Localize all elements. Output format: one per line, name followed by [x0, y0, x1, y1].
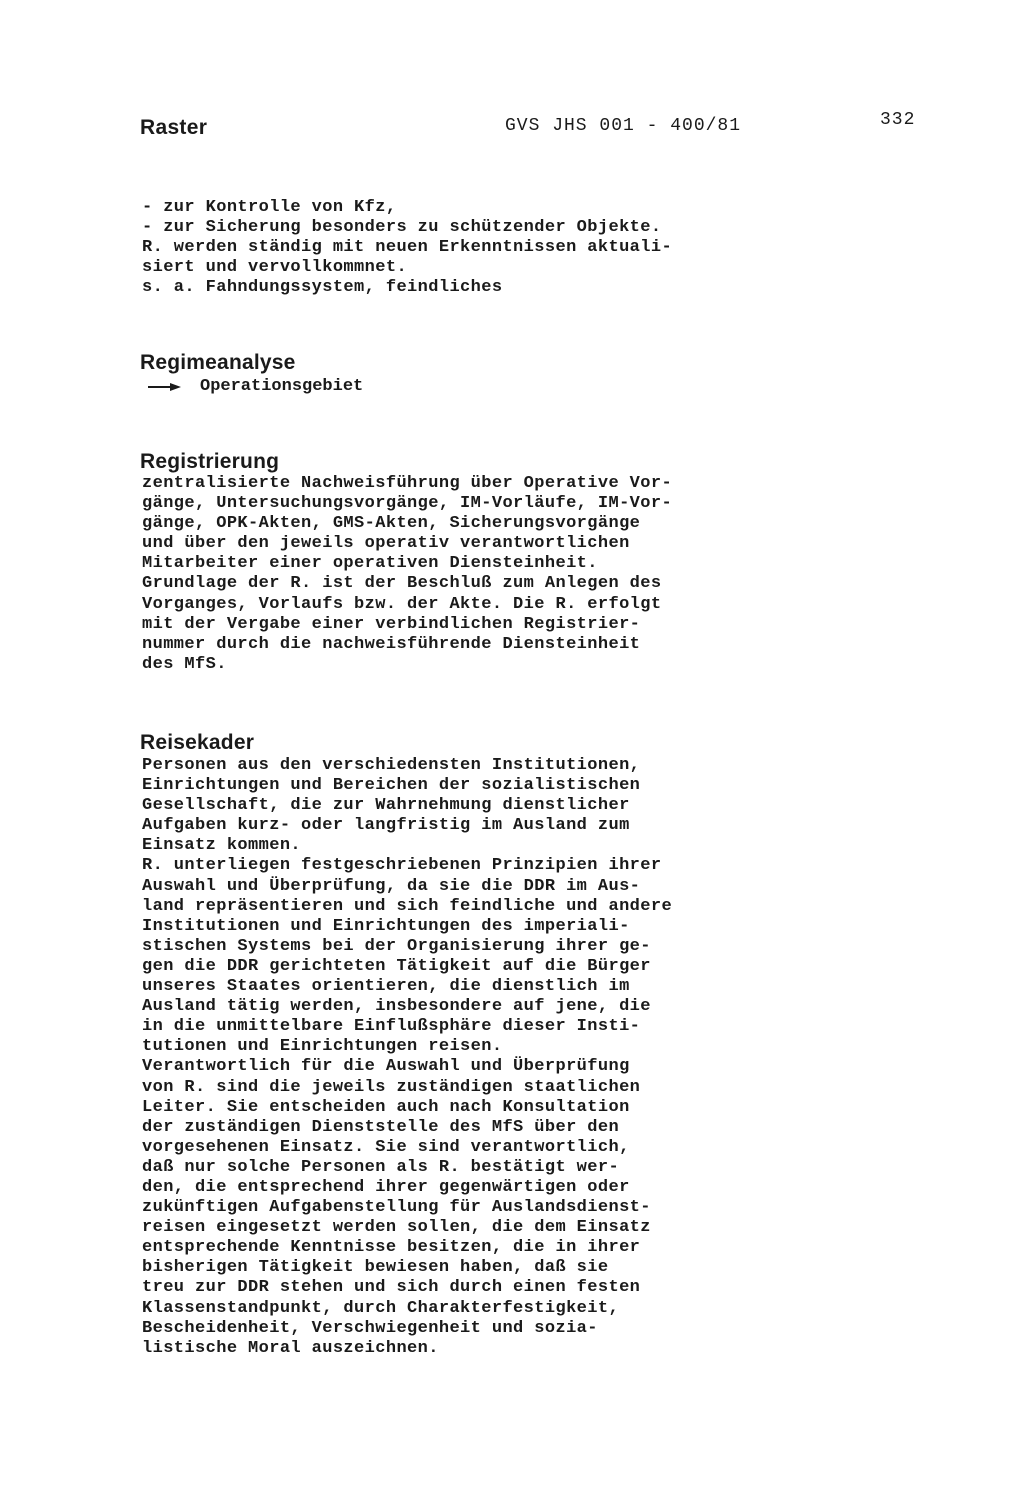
text-line: Institutionen und Einrichtungen des imperiali- [142, 916, 630, 936]
text-line: - zur Sicherung besonders zu schützender Objekte. [142, 218, 662, 238]
text-line: R. werden ständig mit neuen Erkenntnissen aktuali- [142, 238, 673, 258]
text-line: Einrichtungen und Bereichen der sozialistischen [142, 776, 641, 796]
page-number: 332 [880, 110, 916, 130]
text-line: listische Moral auszeichnen. [142, 1338, 439, 1358]
arrow-right-icon [148, 382, 182, 392]
text-line: bisherigen Tätigkeit bewiesen haben, daß sie [142, 1258, 609, 1278]
text-line: der zuständigen Dienststelle des MfS über den [142, 1117, 620, 1137]
text-line: - zur Kontrolle von Kfz, [142, 198, 397, 217]
text-line: Auswahl und Überprüfung, da sie die DDR im Aus- [142, 876, 641, 896]
raster-continuation-text [142, 198, 672, 298]
text-line: zentralisierte Nachweisführung über Operative Vor- [142, 474, 673, 493]
text-line: Personen aus den verschiedensten Institutionen, [142, 756, 641, 775]
text-line: mit der Vergabe einer verbindlichen Registrier- [142, 614, 641, 634]
text-line: land repräsentieren und sich feindliche und andere [142, 896, 673, 916]
registrierung-text [142, 474, 672, 675]
text-line: vorgesehenen Einsatz. Sie sind verantwortlich, [142, 1137, 630, 1157]
header-section-title: Raster [140, 116, 208, 139]
text-line: Leiter. Sie entscheiden auch nach Konsultation [142, 1097, 630, 1117]
text-line: treu zur DDR stehen und sich durch einen festen [142, 1278, 641, 1298]
entry-title-regimeanalyse: Regimeanalyse [140, 351, 296, 374]
document-reference: GVS JHS 001 - 400/81 [505, 116, 742, 136]
text-line: und über den jeweils operativ verantwortlichen [142, 534, 630, 554]
text-line: gen die DDR gerichteten Tätigkeit auf die Bürger [142, 956, 651, 976]
reisekader-text [142, 756, 672, 1359]
text-line: gänge, Untersuchungsvorgänge, IM-Vorläufe, IM-Vor- [142, 494, 673, 514]
text-line: Grundlage der R. ist der Beschluß zum Anlegen des [142, 574, 662, 594]
text-line: s. a. Fahndungssystem, feindliches [142, 278, 503, 298]
see-reference [148, 377, 363, 396]
text-line: Mitarbeiter einer operativen Diensteinheit. [142, 554, 598, 574]
text-line: Gesellschaft, die zur Wahrnehmung dienstlicher [142, 796, 630, 816]
text-line: gänge, OPK-Akten, GMS-Akten, Sicherungsvorgänge [142, 514, 641, 534]
text-line: Verantwortlich für die Auswahl und Überprüfung [142, 1057, 630, 1077]
text-line: tutionen und Einrichtungen reisen. [142, 1037, 503, 1057]
text-line: siert und vervollkommnet. [142, 258, 408, 278]
text-line: Aufgaben kurz- oder langfristig im Ausland zum [142, 816, 630, 836]
text-line: den, die entsprechend ihrer gegenwärtigen oder [142, 1177, 630, 1197]
text-line: unseres Staates orientieren, die dienstlich im [142, 977, 630, 997]
text-line: Vorganges, Vorlaufs bzw. der Akte. Die R. erfolgt [142, 594, 662, 614]
text-line: entsprechende Kenntnisse besitzen, die in ihrer [142, 1238, 641, 1258]
entry-title-reisekader: Reisekader [140, 731, 255, 754]
entry-title-registrierung: Registrierung [140, 450, 280, 473]
text-line: daß nur solche Personen als R. bestätigt wer- [142, 1157, 620, 1177]
see-reference-target: Operationsgebiet [200, 377, 364, 396]
text-line: in die unmittelbare Einflußsphäre dieser Insti- [142, 1017, 641, 1037]
text-line: von R. sind die jeweils zuständigen staatlichen [142, 1077, 641, 1097]
text-line: Bescheidenheit, Verschwiegenheit und sozia- [142, 1318, 598, 1338]
text-line: R. unterliegen festgeschriebenen Prinzipien ihrer [142, 856, 662, 876]
text-line: nummer durch die nachweisführende Diensteinheit [142, 634, 641, 654]
text-line: reisen eingesetzt werden sollen, die dem Einsatz [142, 1218, 651, 1238]
text-line: Ausland tätig werden, insbesondere auf jene, die [142, 997, 651, 1017]
text-line: Einsatz kommen. [142, 836, 302, 856]
text-line: Klassenstandpunkt, durch Charakterfestigkeit, [142, 1298, 620, 1318]
text-line: stischen Systems bei der Organisierung ihrer ge- [142, 936, 651, 956]
text-line: des MfS. [142, 654, 227, 674]
text-line: zukünftigen Aufgabenstellung für Auslandsdienst- [142, 1198, 651, 1218]
